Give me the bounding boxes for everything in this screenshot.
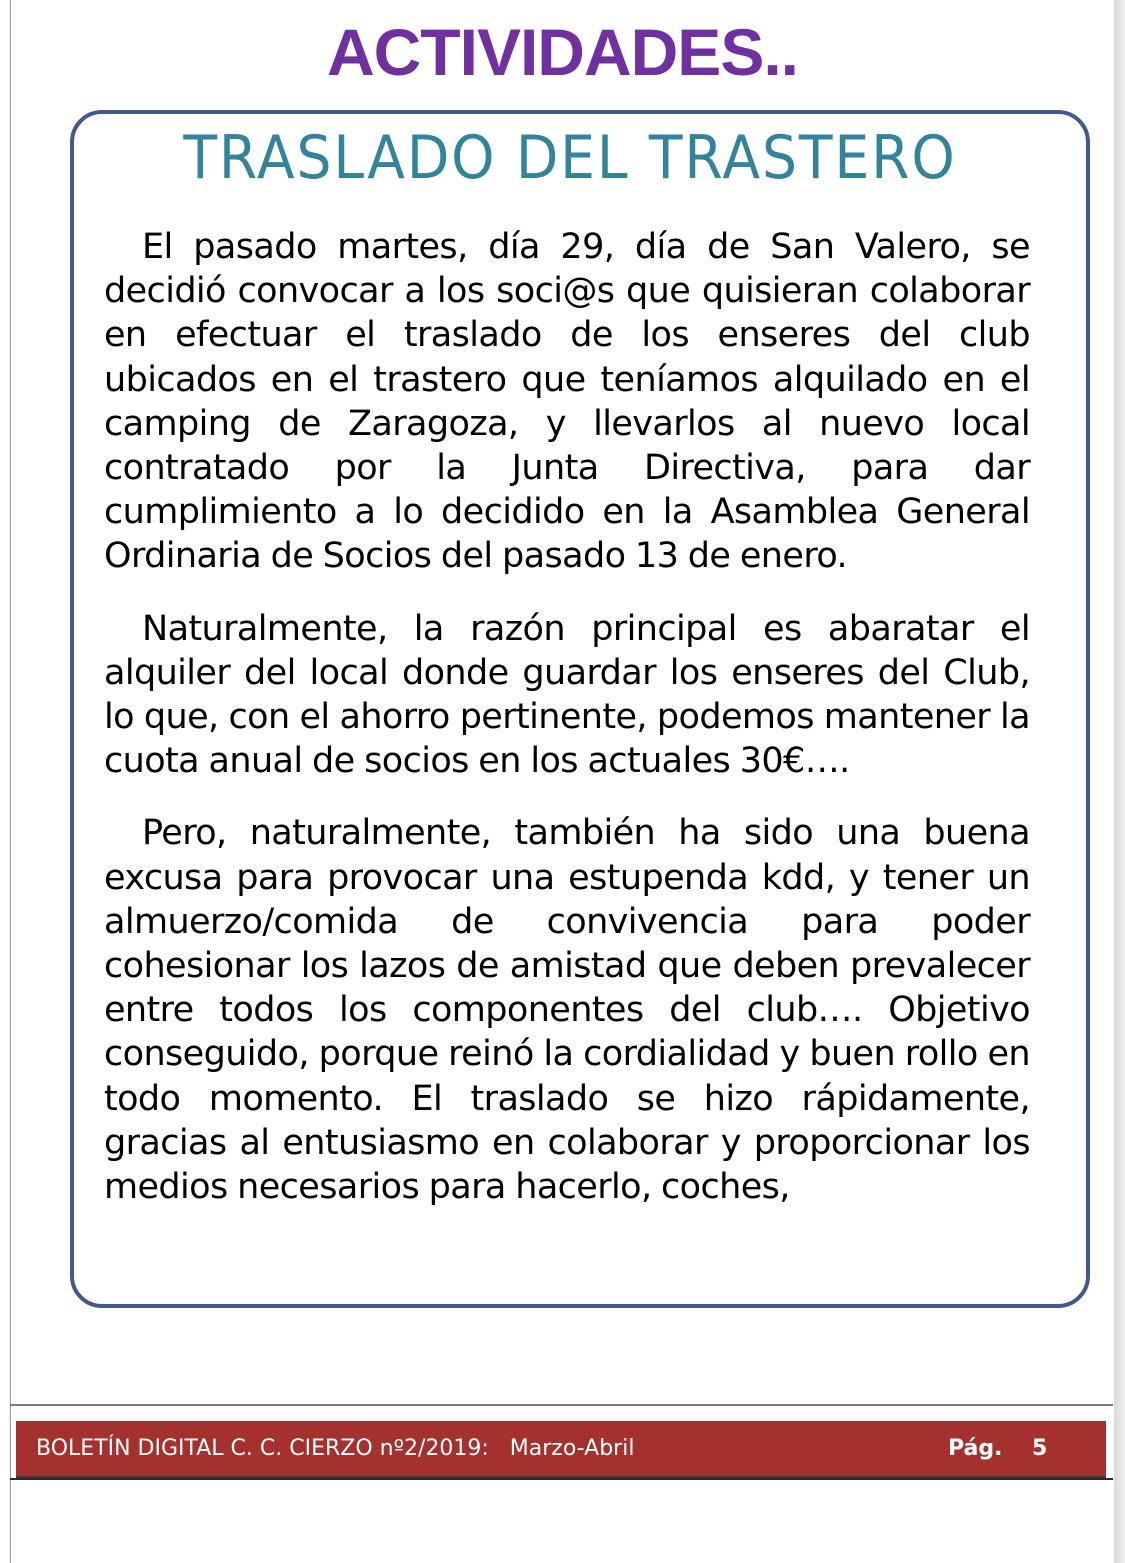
footer-page-label: Pág. bbox=[948, 1436, 1003, 1461]
page-heading: ACTIVIDADES.. bbox=[326, 15, 799, 89]
article-title: TRASLADO DEL TRASTERO bbox=[183, 123, 957, 193]
article-paragraph: El pasado martes, día 29, día de San Valero, se decidió convocar a los soci@s que quisieran colaborar en efectuar el traslado de los enseres del club ubicados en el trastero que teníamos alquilado en el camping de Zaragoza, y llevarlos al nuevo local contratado por la Junta Directiva, para dar cumplimiento a lo decidido en la Asamblea General Ordinaria de Socios del pasado 13 de enero. bbox=[104, 227, 1030, 577]
article-paragraph: Naturalmente, la razón principal es abaratar el alquiler del local donde guardar los enseres del Club, lo que, con el ahorro pertinente, podemos mantener la cuota anual de socios en los actuales 30€…. bbox=[104, 608, 1030, 782]
footer-top-rule bbox=[10, 1404, 1113, 1406]
article-body bbox=[104, 225, 1030, 1237]
footer-bottom-rule bbox=[10, 1478, 1113, 1480]
article-paragraph: Pero, naturalmente, también ha sido una buena excusa para provocar una estupenda kdd, y tener un almuerzo/comida de convivencia para poder cohesionar los lazos de amistad que deben prevalecer entre todos los componentes del club…. Objetivo conseguido, porque reinó la cordialidad y buen rollo en todo momento. El traslado se hizo rápidamente, gracias al entusiasmo en colaborar y proporcionar los medios necesarios para hacerlo, coches, bbox=[104, 813, 1030, 1208]
footer-page-number: 5 bbox=[1032, 1436, 1048, 1461]
footer-bar bbox=[16, 1421, 1106, 1478]
footer-publication: BOLETÍN DIGITAL C. C. CIERZO nº2/2019: Marzo-Abril bbox=[36, 1436, 635, 1461]
viewer-edge-shadow bbox=[1114, 0, 1125, 1563]
